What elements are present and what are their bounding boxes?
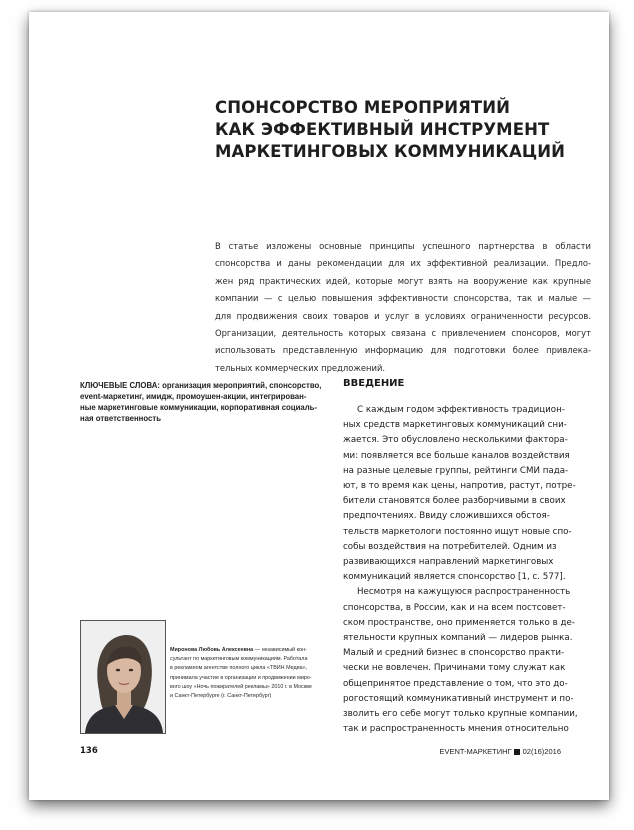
abstract-line: спонсорства и даны рекомендации для их эффективной реализации. Предло- (215, 258, 591, 269)
body-line: ми: появляется все больше каналов воздействия (343, 450, 570, 461)
body-line: общепринятое представление о том, что это до- (343, 678, 568, 689)
article-title (215, 97, 575, 163)
body-line: развивающихся направлений маркетинговых (343, 557, 554, 568)
keywords-line: ная ответственность (80, 414, 161, 423)
body-line: собы воздействия на потребителей. Одним из (343, 541, 557, 552)
body-line: предпочтениях. Ввиду сложившихся обстоя- (343, 511, 550, 522)
body-line: чески не вовлечен. Причинами тому служат как (343, 663, 566, 674)
author-bio (170, 646, 340, 701)
journal-name: EVENT-МАРКЕТИНГ (439, 747, 512, 756)
abstract-line: Организации, деятельность которых связана с привлечением спонсоров, могут (215, 328, 591, 339)
body-line: ском пространстве, оно применяется только в де- (343, 617, 575, 628)
title-line: СПОНСОРСТВО МЕРОПРИЯТИЙ (215, 98, 511, 117)
abstract-line: компании — с целью повышения эффективности спонсорства, так и малые — (215, 293, 591, 304)
square-bullet-icon (514, 749, 520, 755)
author-photo (80, 620, 166, 734)
abstract-line: тельных коммерческих предложений. (215, 362, 386, 373)
abstract-line: В статье изложены основные принципы успешного партнерства в области (215, 241, 591, 251)
article-abstract (215, 238, 591, 377)
body-line: зволить его себе могут только крупные компании, (343, 709, 578, 720)
body-line: тельств маркетологи постоянно ищут новые спо- (343, 526, 572, 537)
magazine-page (29, 12, 609, 800)
body-line: спонсорства, в России, как и на всем постсовет- (343, 602, 566, 613)
bio-line: сультант по маркетинговым коммуникациям. Работала (170, 656, 308, 663)
body-line: бители становятся более разборчивыми в своих (343, 496, 566, 507)
section-heading: ВВЕДЕНИЕ (343, 378, 405, 389)
body-line: ных средств маркетинговых коммуникаций сни- (343, 420, 567, 431)
journal-issue: 02(16)2016 (522, 747, 561, 756)
bio-first-line (170, 646, 340, 655)
body-line: жается. Это обусловлено несколькими фактора- (343, 435, 568, 446)
body-line: ятельности крупных компаний — лидеров рынка. (343, 633, 573, 644)
body-text (343, 403, 589, 737)
bio-line: вого шоу «Ночь пожирателей рекламы» 2010 г. в Москве (170, 683, 312, 690)
abstract-line: для продвижения своих товаров и услуг в условиях ограниченности ресурсов. (215, 310, 591, 321)
page-number: 136 (80, 746, 98, 756)
keywords-block (80, 380, 340, 424)
title-line: КАК ЭФФЕКТИВНЫЙ ИНСТРУМЕНТ (215, 120, 550, 139)
abstract-line: жен ряд практических идей, которые могут взять на вооружение как крупные (215, 275, 591, 286)
bio-line: в рекламном агентстве полного цикла «ТВИН Медиа», (170, 665, 308, 672)
body-line: так и распространенность мнения относительно (343, 724, 569, 735)
body-line: Малый и средний бизнес в спонсорство практи- (343, 648, 565, 659)
abstract-line: использовать представленную информацию для подготовки более привлека- (215, 345, 591, 356)
bio-text: — независимый кон- (253, 647, 307, 653)
author-portrait-image (81, 621, 165, 733)
keywords-line: event-маркетинг, имидж, промоушен-акции, интегрирован- (80, 392, 307, 401)
body-line: коммуникаций является спонсорство [1, с. 577]. (343, 572, 566, 583)
bio-line: и Санкт-Петербурге (г. Санкт-Петербург) (170, 693, 272, 700)
bio-line: принимала участие в организации и продвижении миро- (170, 674, 312, 681)
body-line: рогостоящий коммуникативный инструмент и по- (343, 693, 574, 704)
keywords-line: ные маркетинговые коммуникации, корпоративная социаль- (80, 403, 318, 412)
author-name: Миронова Любовь Алексеевна (170, 647, 254, 653)
body-line: С каждым годом эффективность традицион- (357, 405, 565, 415)
title-line: МАРКЕТИНГОВЫХ КОММУНИКАЦИЙ (215, 142, 566, 161)
body-line: на разные целевые группы, рейтинги СМИ пада- (343, 465, 569, 476)
keywords-line: КЛЮЧЕВЫЕ СЛОВА: организация мероприятий, спонсорство, (80, 381, 322, 390)
body-line: ют, в то время как цены, напротив, растут, потре- (343, 481, 576, 492)
journal-footer (439, 747, 561, 756)
body-line: Несмотря на кажущуюся распространенность (357, 587, 571, 598)
